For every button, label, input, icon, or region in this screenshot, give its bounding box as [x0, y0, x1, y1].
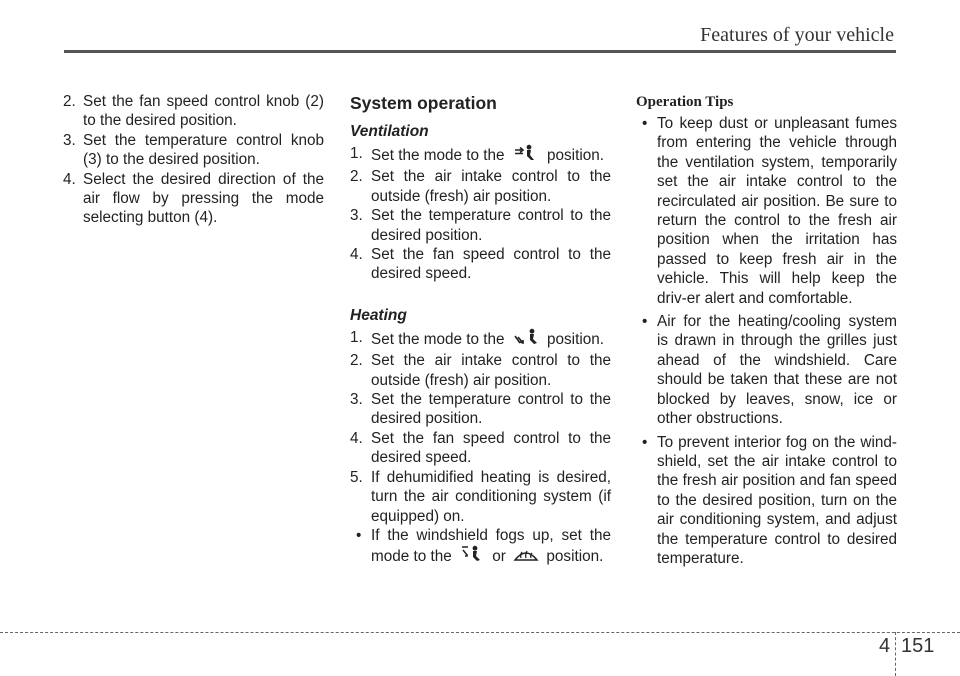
list-item — [350, 468, 611, 526]
list-item — [63, 92, 324, 131]
list-text: Set the air intake control to the outside (fresh) air position. — [371, 352, 611, 389]
list-text: Set the fan speed control to the desired speed. — [371, 429, 611, 467]
list-text-middle: or — [492, 548, 506, 566]
list-text-after: position. — [547, 330, 604, 348]
list-item — [63, 170, 324, 228]
list-text-before: If the windshield fogs up, set the mode to the — [371, 526, 611, 566]
list-item — [63, 131, 324, 170]
list-marker: 1. — [350, 145, 363, 162]
list-item — [350, 328, 611, 351]
list-marker: 2. — [350, 352, 363, 370]
list-item — [350, 167, 611, 206]
bullet-marker: • — [642, 313, 648, 331]
bullet-marker: • — [642, 115, 648, 132]
column-left — [63, 92, 324, 228]
page-number-separator — [895, 632, 896, 676]
list-text: Set the temperature control knob (3) to the desired position. — [83, 131, 324, 169]
heating-title: Heating — [350, 306, 407, 324]
face-vent-mode-icon — [512, 144, 540, 167]
list-marker: 4. — [350, 429, 363, 447]
column-middle — [350, 92, 611, 569]
windshield-defrost-icon — [513, 545, 539, 568]
section-title: System operation — [350, 93, 497, 113]
list-text: To prevent interior fog on the wind-shield, set the air intake control to the fresh air position and fan speed to the desired position, turn on the air conditioning system, and adjust the temperature control to desired temperature. — [657, 433, 897, 567]
list-item — [350, 526, 611, 569]
list-item — [636, 433, 897, 569]
floor-mode-icon — [512, 328, 540, 351]
tips-title: Operation Tips — [636, 94, 734, 110]
list-marker: 2. — [63, 93, 76, 110]
list-marker: 1. — [350, 328, 363, 346]
list-text: To keep dust or unpleasant fumes from entering the vehicle through the ventilation system, temporarily set the air intake control to the recirculated air position. Be sure to return the control to the fresh air position when the irritation has passed to keep fresh air in the vehicle. This will help keep the driv-er alert and comfortable. — [657, 115, 897, 307]
list-marker: 3. — [350, 207, 363, 225]
ventilation-title: Ventilation — [350, 123, 429, 140]
list-text-after: position. — [547, 146, 604, 164]
chapter-number: 4 — [879, 635, 891, 657]
list-item — [350, 390, 611, 429]
list-marker: 3. — [350, 391, 363, 409]
list-item — [350, 144, 611, 167]
bullet-marker: • — [356, 526, 362, 544]
list-text: Set the temperature control to the desired position. — [371, 207, 611, 244]
list-text-before: Set the mode to the — [371, 146, 505, 164]
list-text-before: Set the mode to the — [371, 330, 505, 348]
list-item — [350, 429, 611, 468]
header-rule — [64, 50, 896, 53]
list-text: Set the air intake control to the outside (fresh) air position. — [371, 168, 611, 205]
running-header: Features of your vehicle — [700, 24, 894, 46]
floor-defrost-mode-icon — [459, 545, 485, 568]
list-text: Select the desired direction of the air flow by pressing the mode selecting button (4). — [83, 170, 324, 227]
list-marker: 3. — [63, 131, 76, 149]
list-item — [350, 351, 611, 390]
list-item — [636, 312, 897, 428]
list-text: Set the temperature control to the desired position. — [371, 391, 611, 428]
list-text: Air for the heating/cooling system is drawn in through the grilles just ahead of the windshield. Care should be taken that these are not blocked by leaves, snow, ice or other obstructions. — [657, 313, 897, 428]
bullet-marker: • — [642, 433, 648, 451]
column-right — [636, 92, 897, 568]
page-number: 151 — [901, 635, 935, 657]
list-item — [350, 245, 611, 284]
list-text: If dehumidified heating is desired, turn the air conditioning system (if equipped) on. — [371, 468, 611, 525]
list-text: Set the fan speed control to the desired speed. — [371, 246, 611, 283]
list-text-after: position. — [546, 548, 604, 566]
list-marker: 4. — [63, 170, 76, 188]
list-marker: 5. — [350, 468, 363, 486]
list-item — [636, 114, 897, 308]
list-marker: 4. — [350, 246, 363, 264]
list-item — [350, 206, 611, 245]
list-marker: 2. — [350, 168, 363, 186]
footer-rule — [0, 632, 960, 633]
list-text: Set the fan speed control knob (2) to the desired position. — [83, 93, 324, 130]
